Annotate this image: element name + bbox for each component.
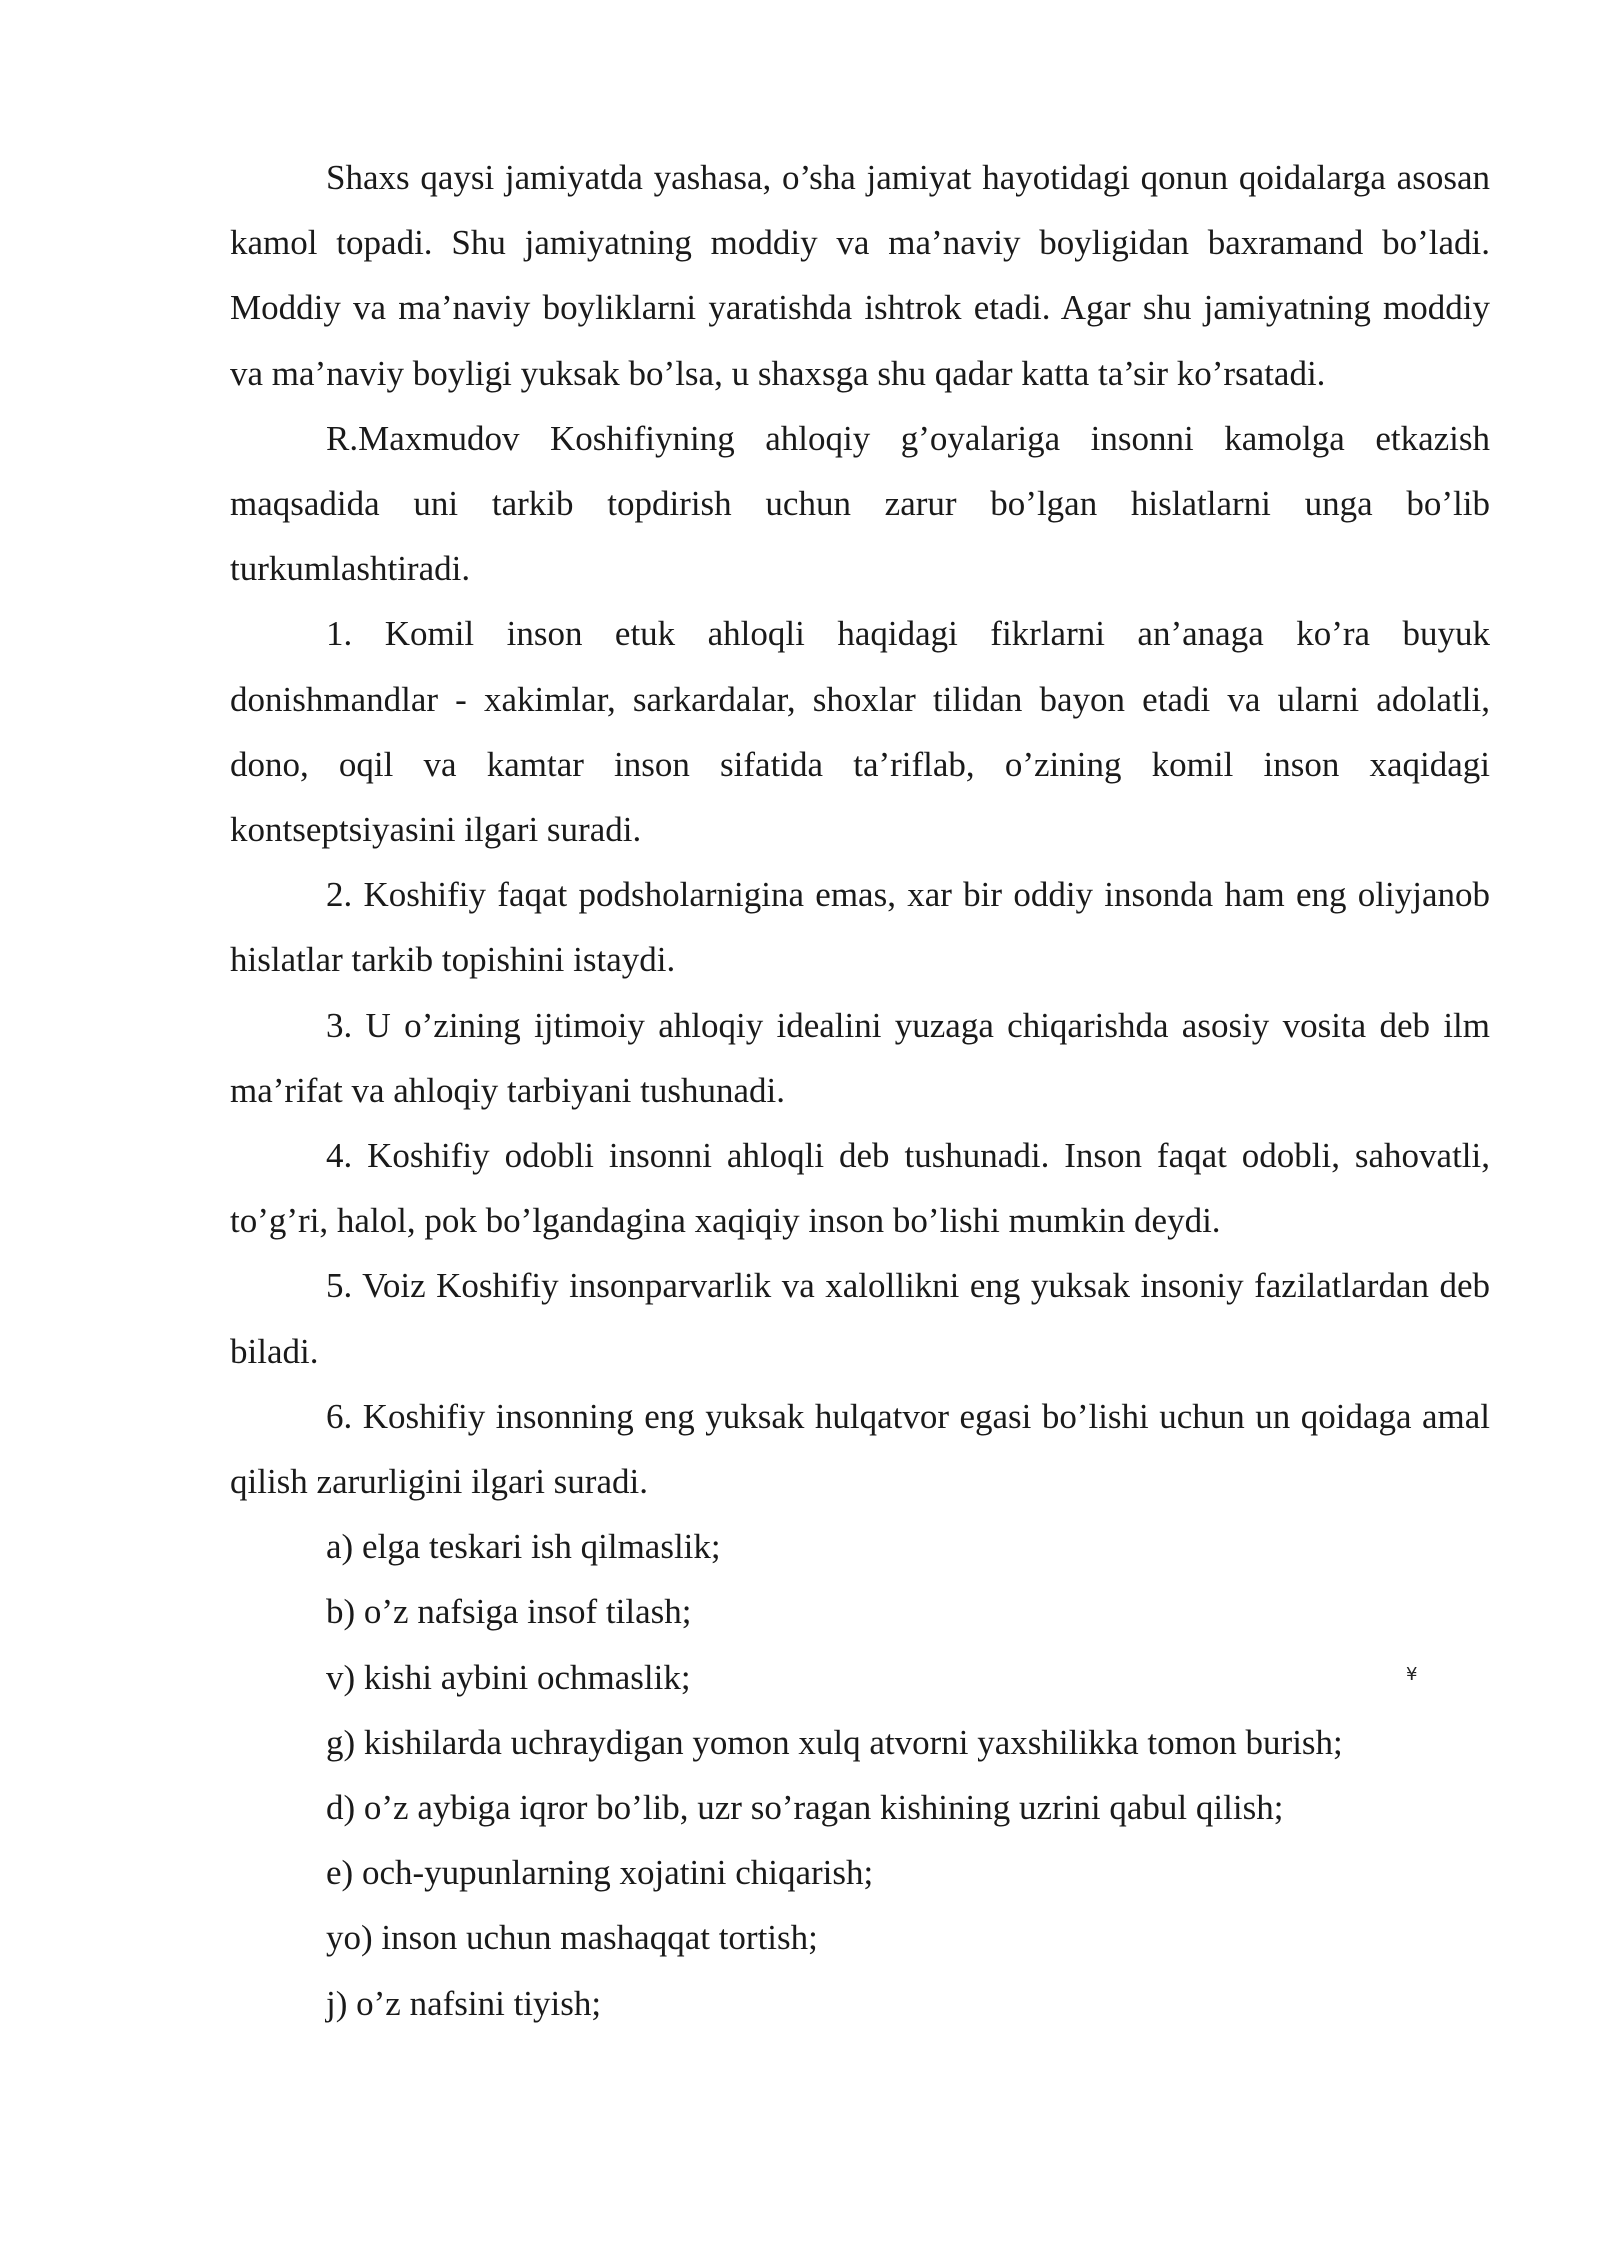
paragraph-point-4: 4. Koshifiy odobli insonni ahloqli deb tushunadi. Inson faqat odobli, sahovatli, to’g’ri, halol, pok bo’lgandagina xaqiqiy inson bo’lishi mumkin deydi.	[230, 1136, 1490, 1241]
list-item-d: d) o’z aybiga iqror bo’lib, uzr so’ragan kishining uzrini qabul qilish;	[326, 1788, 1284, 1828]
list-item-b: b) o’z nafsiga insof tilash;	[326, 1592, 692, 1632]
list-item-e: e) och-yupunlarning xojatini chiqarish;	[326, 1853, 874, 1893]
list-item-yo: yo) inson uchun mashaqqat tortish;	[326, 1918, 818, 1958]
document-body	[230, 145, 1490, 2036]
list-item-a: a) elga teskari ish qilmaslik;	[326, 1527, 721, 1567]
list-item-j: j) o’z nafsini tiyish;	[326, 1983, 602, 2023]
list-item-g: g) kishilarda uchraydigan yomon xulq atvorni yaxshilikka tomon burish;	[326, 1722, 1343, 1762]
paragraph-maxmudov: R.Maxmudov Koshifiyning ahloqiy g’oyalariga insonni kamolga etkazish maqsadida uni tarkib topdirish uchun zarur bo’lgan hislatlarni unga bo’lib turkumlashtiradi.	[230, 418, 1490, 589]
paragraph-point-3: 3. U o’zining ijtimoiy ahloqiy idealini yuzaga chiqarishda asosiy vosita deb ilm ma’rifat va ahloqiy tarbiyani tushunadi.	[230, 1005, 1490, 1110]
paragraph-point-1: 1. Komil inson etuk ahloqli haqidagi fikrlarni an’anaga ko’ra buyuk donishmandlar - xakimlar, sarkardalar, shoxlar tilidan bayon etadi va ularni adolatli, dono, oqil va kamtar inson sifatida ta’riflab, o’zining komil inson xaqidagi kontseptsiyasini ilgari suradi.	[230, 614, 1490, 850]
paragraph-point-6: 6. Koshifiy insonning eng yuksak hulqatvor egasi bo’lishi uchun un qoidaga amal qilish zarurligini ilgari suradi.	[230, 1396, 1490, 1502]
paragraph-point-2: 2. Koshifiy faqat podsholarnigina emas, xar bir oddiy insonda ham eng oliyjanob hislatlar tarkib topishini istaydi.	[230, 875, 1490, 980]
list-item-v: v) kishi aybini ochmaslik;	[326, 1657, 691, 1697]
stray-mark: ¥	[1406, 1664, 1418, 1685]
paragraph-point-5: 5. Voiz Koshifiy insonparvarlik va xalollikni eng yuksak insoniy fazilatlardan deb biladi.	[230, 1266, 1490, 1371]
paragraph-intro: Shaxs qaysi jamiyatda yashasa, o’sha jamiyat hayotidagi qonun qoidalarga asosan kamol topadi. Shu jamiyatning moddiy va ma’naviy boyligidan baxramand bo’ladi. Moddiy va ma’naviy boyliklarni yaratishda ishtrok etadi. Agar shu jamiyatning moddiy va ma’naviy boyligi yuksak bo’lsa, u shaxsga shu qadar katta ta’sir ko’rsatadi.	[230, 158, 1490, 393]
